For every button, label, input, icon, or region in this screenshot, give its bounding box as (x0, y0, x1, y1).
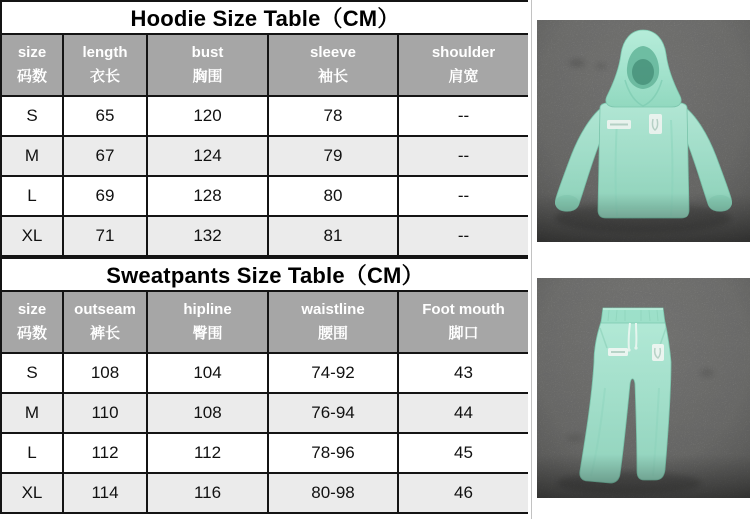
size-cell: M (1, 393, 63, 433)
column-header-sleeve-en: sleeve (310, 44, 356, 61)
table-row (1, 393, 529, 433)
sweatpants-size-table (0, 257, 530, 514)
size-cell: S (1, 353, 63, 393)
value-cell: -- (398, 136, 529, 176)
column-header-hipline-zh: 臀围 (192, 325, 223, 342)
value-cell: 80 (268, 176, 398, 216)
sweatpants-table-title-row (1, 258, 529, 291)
value-cell: 108 (63, 353, 147, 393)
hoodie-table-header-row (1, 34, 529, 96)
value-cell: 116 (147, 473, 268, 513)
size-cell: L (1, 176, 63, 216)
column-header-size (1, 34, 63, 96)
column-header-waistline (268, 291, 398, 353)
column-header-shoulder-zh: 肩宽 (448, 68, 479, 85)
hoodie-table-title: Hoodie Size Table（CM） (1, 1, 529, 34)
column-header-outseam-en: outseam (74, 301, 136, 318)
column-header-outseam (63, 291, 147, 353)
product-photos-panel (528, 0, 750, 519)
column-header-waistline-zh: 腰围 (317, 325, 348, 342)
table-row (1, 216, 529, 256)
column-header-hipline (147, 291, 268, 353)
value-cell: 65 (63, 96, 147, 136)
table-row (1, 433, 529, 473)
value-cell: 46 (398, 473, 529, 513)
value-cell: 104 (147, 353, 268, 393)
value-cell: 124 (147, 136, 268, 176)
size-cell: S (1, 96, 63, 136)
column-header-shoulder (398, 34, 529, 96)
photo-vignette (537, 278, 750, 498)
value-cell: 78 (268, 96, 398, 136)
value-cell: 74-92 (268, 353, 398, 393)
value-cell: 81 (268, 216, 398, 256)
sweatpants-photo-art (537, 278, 750, 498)
value-cell: -- (398, 216, 529, 256)
hoodie-table-title-row (1, 1, 529, 34)
column-header-outseam-zh: 裤长 (89, 325, 120, 342)
value-cell: 120 (147, 96, 268, 136)
size-cell: XL (1, 473, 63, 513)
size-cell: XL (1, 216, 63, 256)
value-cell: 79 (268, 136, 398, 176)
column-header-bust (147, 34, 268, 96)
size-cell: M (1, 136, 63, 176)
value-cell: 76-94 (268, 393, 398, 433)
value-cell: 112 (63, 433, 147, 473)
column-header-length (63, 34, 147, 96)
table-row (1, 473, 529, 513)
hoodie-size-table (0, 0, 530, 257)
value-cell: 112 (147, 433, 268, 473)
column-header-size-zh: 码数 (16, 68, 47, 85)
column-header-bust-en: bust (191, 44, 224, 61)
value-cell: 78-96 (268, 433, 398, 473)
column-header-size (1, 291, 63, 353)
column-header-shoulder-en: shoulder (431, 44, 496, 61)
hoodie-photo-art (537, 20, 750, 242)
sweatpants-table-header-row (1, 291, 529, 353)
table-row (1, 353, 529, 393)
column-header-hipline-en: hipline (183, 301, 232, 318)
column-header-size-en: size (17, 301, 47, 318)
column-header-sleeve (268, 34, 398, 96)
value-cell: 67 (63, 136, 147, 176)
column-header-foot-mouth (398, 291, 529, 353)
hoodie-photo (537, 20, 750, 242)
column-header-bust-zh: 胸围 (192, 68, 223, 85)
column-header-foot-mouth-en: Foot mouth (422, 301, 505, 318)
value-cell: 71 (63, 216, 147, 256)
column-header-size-zh: 码数 (16, 325, 47, 342)
size-cell: L (1, 433, 63, 473)
table-row (1, 136, 529, 176)
value-cell: 80-98 (268, 473, 398, 513)
value-cell: -- (398, 96, 529, 136)
value-cell: 110 (63, 393, 147, 433)
column-header-length-en: length (82, 44, 128, 61)
column-header-waistline-en: waistline (301, 301, 365, 318)
photo-vignette (537, 20, 750, 242)
column-header-sleeve-zh: 袖长 (317, 68, 348, 85)
sweatpants-photo (537, 278, 750, 498)
value-cell: -- (398, 176, 529, 216)
column-header-size-en: size (17, 44, 47, 61)
column-header-length-zh: 衣长 (89, 68, 120, 85)
value-cell: 43 (398, 353, 529, 393)
value-cell: 114 (63, 473, 147, 513)
table-row (1, 96, 529, 136)
value-cell: 45 (398, 433, 529, 473)
column-header-foot-mouth-zh: 脚口 (448, 325, 479, 342)
table-row (1, 176, 529, 216)
value-cell: 44 (398, 393, 529, 433)
value-cell: 108 (147, 393, 268, 433)
value-cell: 69 (63, 176, 147, 216)
value-cell: 128 (147, 176, 268, 216)
value-cell: 132 (147, 216, 268, 256)
sweatpants-table-title: Sweatpants Size Table（CM） (1, 258, 529, 291)
